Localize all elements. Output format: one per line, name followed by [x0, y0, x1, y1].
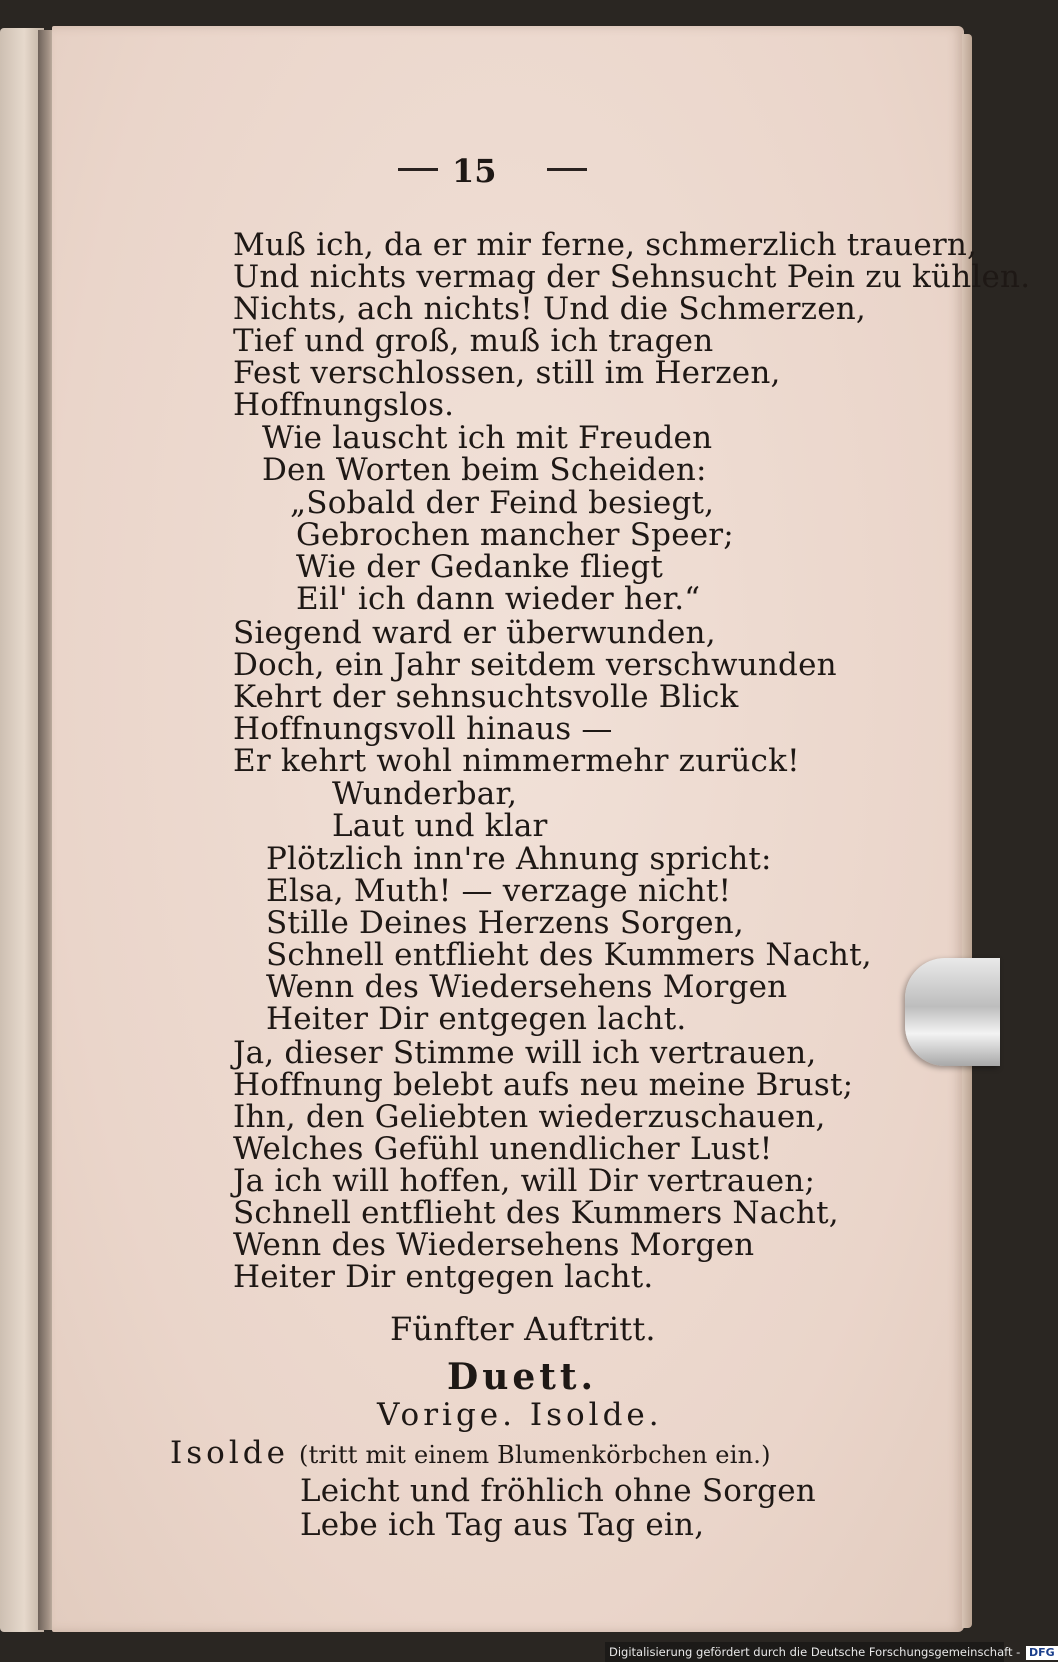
footer-credit: Digitalisierung gefördert durch die Deutsche Forschungsgemeinschaft - — [609, 1645, 1021, 1659]
text-line: Hoffnungsvoll hinaus — — [233, 711, 613, 747]
metal-page-clip — [905, 958, 1000, 1066]
text-line: Kehrt der sehnsuchtsvolle Blick — [233, 679, 739, 715]
text-line: Stille Deines Herzens Sorgen, — [266, 905, 744, 941]
text-line: Nichts, ach nichts! Und die Schmerzen, — [233, 291, 866, 327]
text-line: Fest verschlossen, still im Herzen, — [233, 355, 781, 391]
speaker-name: Isolde — [170, 1435, 289, 1471]
song-line: Leicht und fröhlich ohne Sorgen — [300, 1473, 816, 1509]
text-line: Er kehrt wohl nimmermehr zurück! — [233, 743, 800, 779]
text-line: Wenn des Wiedersehens Morgen — [233, 1227, 755, 1263]
text-line: Hoffnung belebt aufs neu meine Brust; — [233, 1067, 854, 1103]
text-line: Tief und groß, muß ich tragen — [233, 323, 714, 359]
text-line: Schnell entflieht des Kummers Nacht, — [266, 937, 872, 973]
text-line: Wie der Gedanke fliegt — [296, 549, 664, 585]
text-line: Eil' ich dann wieder her.“ — [296, 581, 701, 617]
text-line: Siegend ward er überwunden, — [233, 615, 716, 651]
character-list: Vorige. Isolde. — [377, 1397, 663, 1433]
text-line: Heiter Dir entgegen lacht. — [233, 1259, 654, 1295]
text-line: Laut und klar — [332, 808, 548, 844]
text-line: Ja ich will hoffen, will Dir vertrauen; — [233, 1163, 816, 1199]
text-line: Plötzlich inn're Ahnung spricht: — [266, 841, 772, 877]
text-line: „Sobald der Feind besiegt, — [290, 485, 715, 521]
text-line: Wenn des Wiedersehens Morgen — [266, 969, 788, 1005]
page-number: 15 — [452, 152, 497, 190]
text-line: Heiter Dir entgegen lacht. — [266, 1001, 687, 1037]
text-line: Elsa, Muth! — verzage nicht! — [266, 873, 732, 909]
text-line: Doch, ein Jahr seitdem verschwunden — [233, 647, 837, 683]
speaker-line — [170, 1436, 771, 1472]
text-line: Wie lauscht ich mit Freuden — [262, 420, 713, 456]
text-line: Und nichts vermag der Sehnsucht Pein zu kühlen. — [233, 259, 1031, 295]
text-line: Den Worten beim Scheiden: — [262, 452, 707, 488]
text-line: Hoffnungslos. — [233, 387, 455, 423]
text-line: Gebrochen mancher Speer; — [296, 517, 734, 553]
stage-direction: (tritt mit einem Blumenkörbchen ein.) — [299, 1441, 771, 1469]
dfg-logo: DFG — [1026, 1646, 1058, 1660]
song-line: Lebe ich Tag aus Tag ein, — [300, 1507, 705, 1543]
text-line: Wunderbar, — [332, 776, 518, 812]
text-line: Ihn, den Geliebten wiederzuschauen, — [233, 1099, 826, 1135]
page-number-dash-left — [398, 168, 438, 171]
text-line: Schnell entflieht des Kummers Nacht, — [233, 1195, 839, 1231]
digitization-footer — [605, 1642, 1055, 1662]
duett-heading: Duett. — [447, 1356, 598, 1398]
text-line: Muß ich, da er mir ferne, schmerzlich trauern, — [233, 227, 978, 263]
scene-heading: Fünfter Auftritt. — [390, 1310, 656, 1348]
text-line: Ja, dieser Stimme will ich vertrauen, — [233, 1035, 817, 1071]
page-number-dash-right — [547, 168, 587, 171]
text-line: Welches Gefühl unendlicher Lust! — [233, 1131, 773, 1167]
